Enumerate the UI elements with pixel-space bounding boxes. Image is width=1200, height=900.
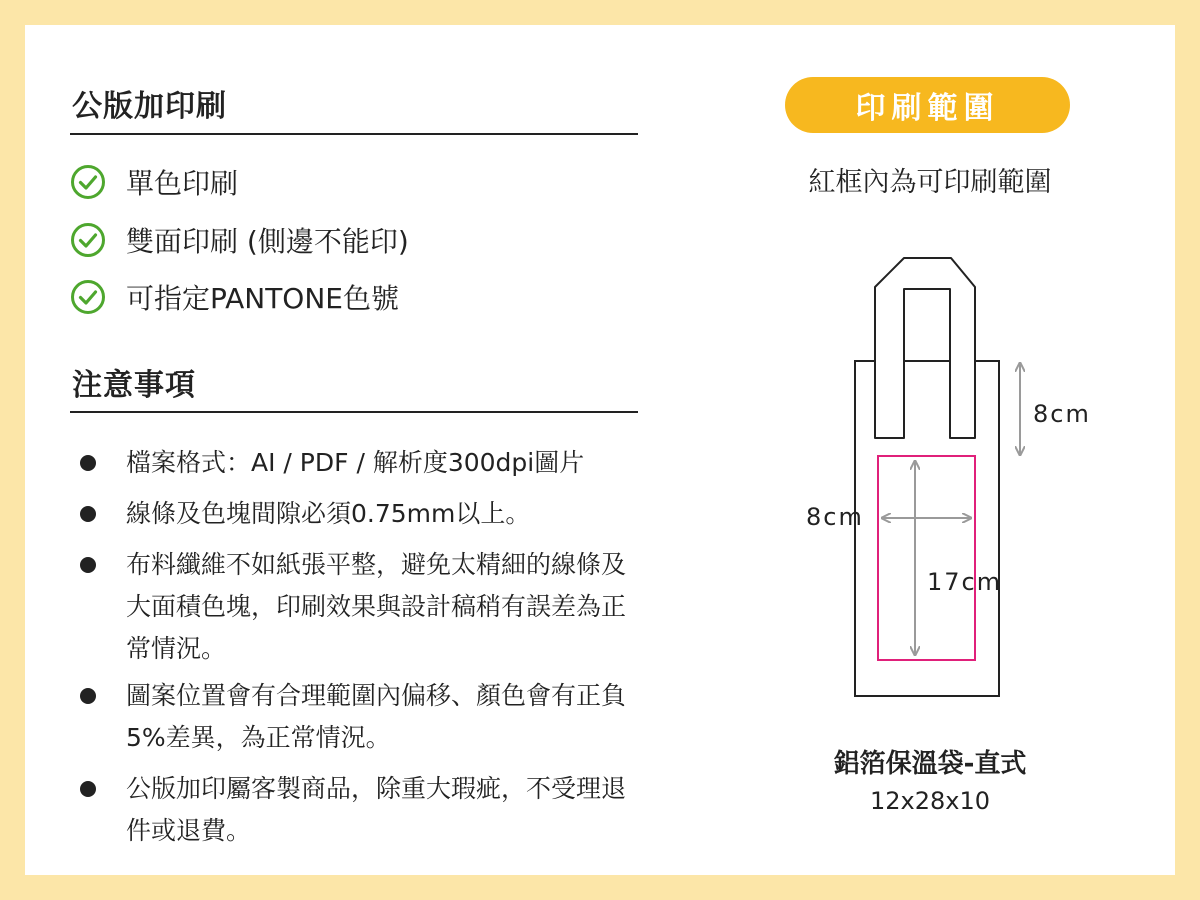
note-text: 檔案格式：AI / PDF / 解析度300dpi圖片 (126, 448, 585, 477)
note-text: 圖案位置會有合理範圍內偏移、顏色會有正負5%差異，為正常情況。 (126, 681, 627, 752)
section-title-notes: 注意事項 (72, 368, 196, 403)
feature-label: 單色印刷 (126, 167, 239, 200)
product-size: 12x28x10 (869, 787, 991, 815)
print-area-badge: 印刷範圍 (785, 77, 1070, 133)
section-title-printing: 公版加印刷 (72, 89, 227, 124)
feature-label: 雙面印刷 (側邊不能印) (126, 225, 409, 258)
note-text: 布料纖維不如紙張平整，避免太精細的線條及大面積色塊，印刷效果與設計稿稍有誤差為正常情況。 (126, 550, 627, 663)
print-area-subtitle: 紅框內為可印刷範圍 (808, 167, 1052, 198)
note-text: 公版加印屬客製商品，除重大瑕疵，不受理退件或退費。 (126, 774, 627, 845)
feature-label: 可指定PANTONE色號 (126, 282, 399, 315)
dim-side-label: 8cm (1033, 400, 1091, 428)
product-name: 鋁箔保溫袋-直式 (833, 749, 1027, 779)
dim-height-label: 17cm (927, 568, 1003, 596)
content-card (25, 25, 1175, 875)
dim-width-label: 8cm (806, 503, 864, 531)
note-text: 線條及色塊間隙必須0.75mm以上。 (126, 499, 531, 528)
